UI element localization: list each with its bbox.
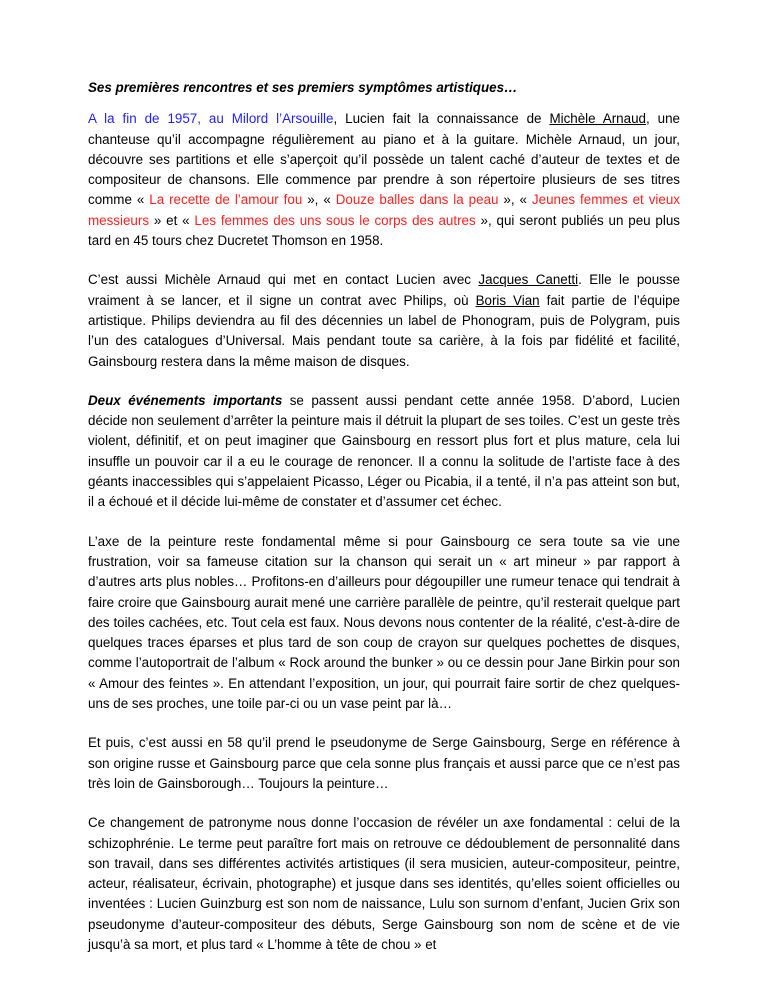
- song-title-4: Les femmes des uns sous le corps des autres: [194, 212, 476, 228]
- paragraph-5: Et puis, c’est aussi en 58 qu’il prend le pseudonyme de Serge Gainsbourg, Serge en référence à son origine russe et Gainsbourg parce que cela sonne plus français et aussi parce que ce n’est pas très loin de Gainsborough… Toujours la peinture…: [88, 735, 680, 791]
- paragraph-3: Deux événements importants se passent aussi pendant cette année 1958. D’abord, Lucien décide non seulement d’arrêter la peinture mais il détruit la plupart de ses toiles. C’est un geste très violent, définitif, et on peut imaginer que Gainsbourg en ressort plus fort et plus mature, cela lui insuffle un pouvoir car il a eu le courage de renoncer. Il a connu la solitude de l’artiste face à des géants inaccessibles qui s’appelaient Picasso, Léger ou Picabia, il a tenté, il n’a pas atteint son but, il a échoué et il décide lui-même de constater et d’assumer cet échec.: [88, 392, 680, 510]
- song-title-2: Douze balles dans la peau: [335, 192, 499, 208]
- section-heading: Ses premières rencontres et ses premiers symptômes artistiques…: [88, 80, 518, 95]
- paragraph-4: L’axe de la peinture reste fondamental même si pour Gainsbourg ce sera toute sa vie une frustration, voir sa fameuse citation sur la chanson qui serait un « art mineur » par rapport à d’autres arts plus nobles… Profitons-en d’ailleurs pour dégoupiller une rumeur tenace qui tendrait à faire croire que Gainsbourg aurait mené une carrière parallèle de peintre, qu’il resterait quelque part des toiles cachées, etc. Tout cela est faux. Nous devons nous contenter de la réalité, c'est-à-dire de quelques traces éparses et plus tard de son coup de crayon sur quelques pochettes de disques, comme l’autoportrait de l’album « Rock around the bunker » ou ce dessin pour Jane Birkin pour son « Amour des feintes ». En attendant l’exposition, un jour, qui pourrait faire sortir de chez quelques-uns de ses proches, une toile par-ci ou un vase peint par là…: [88, 533, 680, 712]
- song-title-1: La recette de l’amour fou: [149, 192, 303, 208]
- song-title-3: Jeunes femmes et vieux messieurs: [88, 192, 680, 228]
- emphasis-two-events: Deux événements importants: [88, 392, 283, 408]
- link-jacques-canetti[interactable]: Jacques Canetti: [478, 272, 579, 288]
- paragraph-1: A la fin de 1957, au Milord l’Arsouille, Lucien fait la connaissance de Michèle Arnaud, une chanteuse qu’il accompagne régulièrement au piano et à la guitare. Michèle Arnaud, un jour, découvre ses partitions et elle s’aperçoit qu’il possède un talent caché d’auteur de textes et de compositeur de chansons. Elle commence par prendre à son répertoire plusieurs de ses titres comme « La recette de l’amour fou », « Douze balles dans la peau », « Jeunes femmes et vieux messieurs » et « Les femmes des uns sous le corps des autres », qui seront publiés un peu plus tard en 45 tours chez Ducretet Thomson en 1958.: [88, 111, 680, 249]
- paragraph-6: Ce changement de patronyme nous donne l’occasion de révéler un axe fondamental : celui de la schizophrénie. Le terme peut paraître fort mais on retrouve ce dédoublement de personnalité dans son travail, dans ses différentes activités artistiques (il sera musicien, auteur-compositeur, peintre, acteur, réalisateur, écrivain, photographe) et jusque dans ses identités, qu’elles soient officielles ou inventées : Lucien Guinzburg est son nom de naissance, Lulu son surnom d’enfant, Jucien Grix son pseudonyme d’auteur-compositeur des débuts, Serge Gainsbourg son nom de scène et de vie jusqu’à sa mort, et plus tard « L’homme à tête de chou » et: [88, 815, 680, 952]
- link-michele-arnaud[interactable]: Michèle Arnaud: [549, 111, 646, 127]
- document-page: [88, 78, 680, 974]
- link-boris-vian[interactable]: Boris Vian: [475, 292, 540, 308]
- intro-date-place: A la fin de 1957, au Milord l’Arsouille: [88, 111, 334, 127]
- paragraph-2: C’est aussi Michèle Arnaud qui met en contact Lucien avec Jacques Canetti. Elle le pousse vraiment à se lancer, et il signe un contrat avec Philips, où Boris Vian fait partie de l’équipe artistique. Philips deviendra au fil des décennies un label de Phonogram, puis de Polygram, puis l’un des catalogues d’Universal. Mais pendant toute sa carière, à la fois par fidélité et facilité, Gainsbourg restera dans la même maison de disques.: [88, 272, 681, 369]
